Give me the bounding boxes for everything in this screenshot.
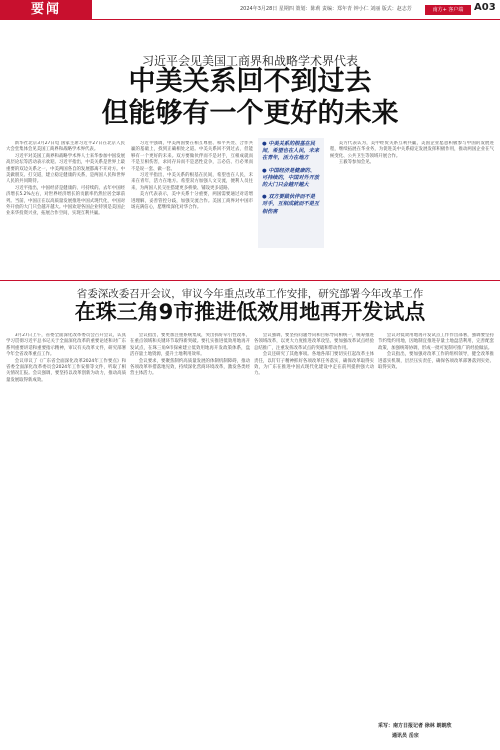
paragraph: 会议指出，要更加注重系统集成，突出抓好牵引性改革，在重点领域和关键环节取得新突破。要扎实推进低效用地再开发试点，在珠三角9市探索建立低效用地再开发政策体系，盘活存量土地资源，提升土地利用效率。: [130, 333, 250, 358]
paragraph: 会议指出，要加强对改革工作的组织领导，健全改革推进落实机制，层层压实责任，确保各项改革部署落到实处、取得实效。: [378, 352, 494, 371]
pull-quote: ● 中美关系的根基在民间，希望也在人民，未来在青年，活力在地方: [262, 141, 320, 162]
paragraph: 习近平强调，中美两国要在相互尊重、和平共处、合作共赢的基础上，找到正确相处之道。中美关系回不到过去，但能够有一个更好的未来。双方要做伙伴而不是对手，互相成就而不是互相伤害，求同存异而不是恶性竞争，言必信、行必果而不是说一套、做一套。: [131, 141, 253, 172]
section-divider: [0, 280, 500, 281]
story2-kicker: 省委深改委召开会议，审议今年重点改革工作安排，研究部署今年改革工作: [76, 288, 424, 300]
byline-correspondent: 通讯员 岳宗: [392, 733, 419, 739]
bullet-icon: ●: [262, 141, 269, 147]
section-title: 要闻: [0, 0, 92, 20]
byline-reporters: 采写：南方日报记者 徐林 朗朗欣: [378, 723, 452, 729]
story2-headline: 在珠三角9市推进低效用地再开发试点: [74, 300, 426, 324]
paragraph: 会议强调，要坚持问题导向和目标导向相统一，统筹推进各领域改革，以更大力度推进改革攻坚。要加强改革试点经验总结推广，注重发挥改革试点的突破和带动作用。: [254, 333, 374, 351]
page-number: A03: [474, 2, 496, 13]
pull-quote: ● 双方要做伙伴而不是对手，互相成就而不是互相伤害: [262, 194, 320, 215]
masthead: [0, 0, 500, 20]
paragraph: 会议要求，要聚焦制约高质量发展的体制机制障碍，推动各项改革举措落地见效，持续深化营商环境改革，激发各类经营主体活力。: [130, 358, 250, 377]
story1-kicker: 习近平会见美国工商界和战略学术界代表: [141, 54, 358, 68]
story1-column-2: [131, 141, 253, 271]
story2-column-2: [130, 333, 250, 738]
app-tag: 南方+ 客户端: [425, 5, 471, 15]
story2-column-3: [254, 333, 374, 738]
paragraph: 习近平指出，中美关系的根基在民间，希望也在人民，未来在青年，活力在地方。希望双方加强人文交流，便利人员往来，为两国人民交往搭建更多桥梁、铺设更多道路。: [131, 173, 253, 191]
story1-headline-line1: 中美关系回不到过去: [128, 66, 372, 97]
story1-column-4: [330, 141, 494, 271]
paragraph: 会议还研究了其他事项。各地各部门要切实扛起改革主体责任，以钉钉子精神抓好各项改革任务落实，确保改革取得实效，为广东在推进中国式现代化建设中走在前列提供强大动力。: [254, 352, 374, 377]
paragraph: 3月27日上午，省委全面深化改革委员会召开会议，认真学习贯彻习近平总书记关于全面深化改革的重要论述和对广东系列重要讲话和重要指示精神，审议有关改革文件，研究部署今年全省改革重点工作。: [6, 333, 126, 358]
paragraph: 会议对低效用地再开发试点工作作出部署，强调要坚持节约集约用地，因地制宜推进存量土地盘活利用，完善配套政策，加强统筹协调，形成一批可复制可推广的经验做法。: [378, 333, 494, 351]
pull-quote: ● 中国经济是健康的、可持续的，中国对外开放的大门只会越开越大: [262, 167, 320, 189]
story1-headline-line2: 但能够有一个更好的未来: [101, 98, 399, 129]
story2-column-4: [378, 333, 494, 713]
story2-column-1: [6, 333, 126, 738]
bullet-icon: ●: [262, 167, 269, 174]
paragraph: 新华社北京3月27日电 国家主席习近平27日在北京人民大会堂集体会见美国工商界和战略学术界代表。: [6, 141, 125, 153]
masthead-info: 2024年3月28日 星期四 策划：陈莉 责编：郑年青 钟小仁 刘丽 版式：赵志芳: [240, 6, 412, 12]
paragraph: 会议审议了《广东省全面深化改革2024年工作要点》和省委全面深化改革委员会2024年工作安排等文件，听取了相关情况汇报。会议强调，要坚持以改革创新为动力，推动高质量发展取得新成效。: [6, 358, 126, 383]
paragraph: 王毅等参加会见。: [338, 160, 374, 166]
pull-quote-box: [258, 138, 324, 248]
story1-column-1: [6, 141, 125, 271]
bullet-icon: ●: [262, 194, 269, 201]
paragraph: 习近平对美国工商界和战略学术界人士来华参加中国发展高层论坛等活动表示欢迎。习近平指出，中美关系是世界上最重要的双边关系之一，中美两国各自的发展都离不开对方。中美做朋友、打交道，建立稳定健康的关系，是两国人民和世界人民的共同期待。: [6, 153, 125, 185]
paragraph: 美方代表认为，美中经贸关系互利共赢，美国企业愿意积极参与中国的发展进程，继续拓展在华业务，为促进美中关系稳定发展发挥积极作用，推动两国企业在气候变化、公共卫生等领域开展合作。: [330, 141, 494, 159]
paragraph: 美方代表表示，美中关系十分重要，两国需要通过对话增进理解，妥善管控分歧，加强交流合作。美国工商界对中国市场充满信心，愿继续深化对华合作。: [131, 192, 253, 211]
paragraph: 习近平指出，中国经济是健康的、可持续的。去年中国经济增长5.2%左右，对世界经济增长的贡献率仍然位居全球前列。当前，中国正在以高质量发展推进中国式现代化，中国对外开放的大门只会越开越大。中国欢迎各国企业特别是美国企业来华投资兴业，拓展合作空间，实现互利共赢。: [6, 185, 125, 217]
